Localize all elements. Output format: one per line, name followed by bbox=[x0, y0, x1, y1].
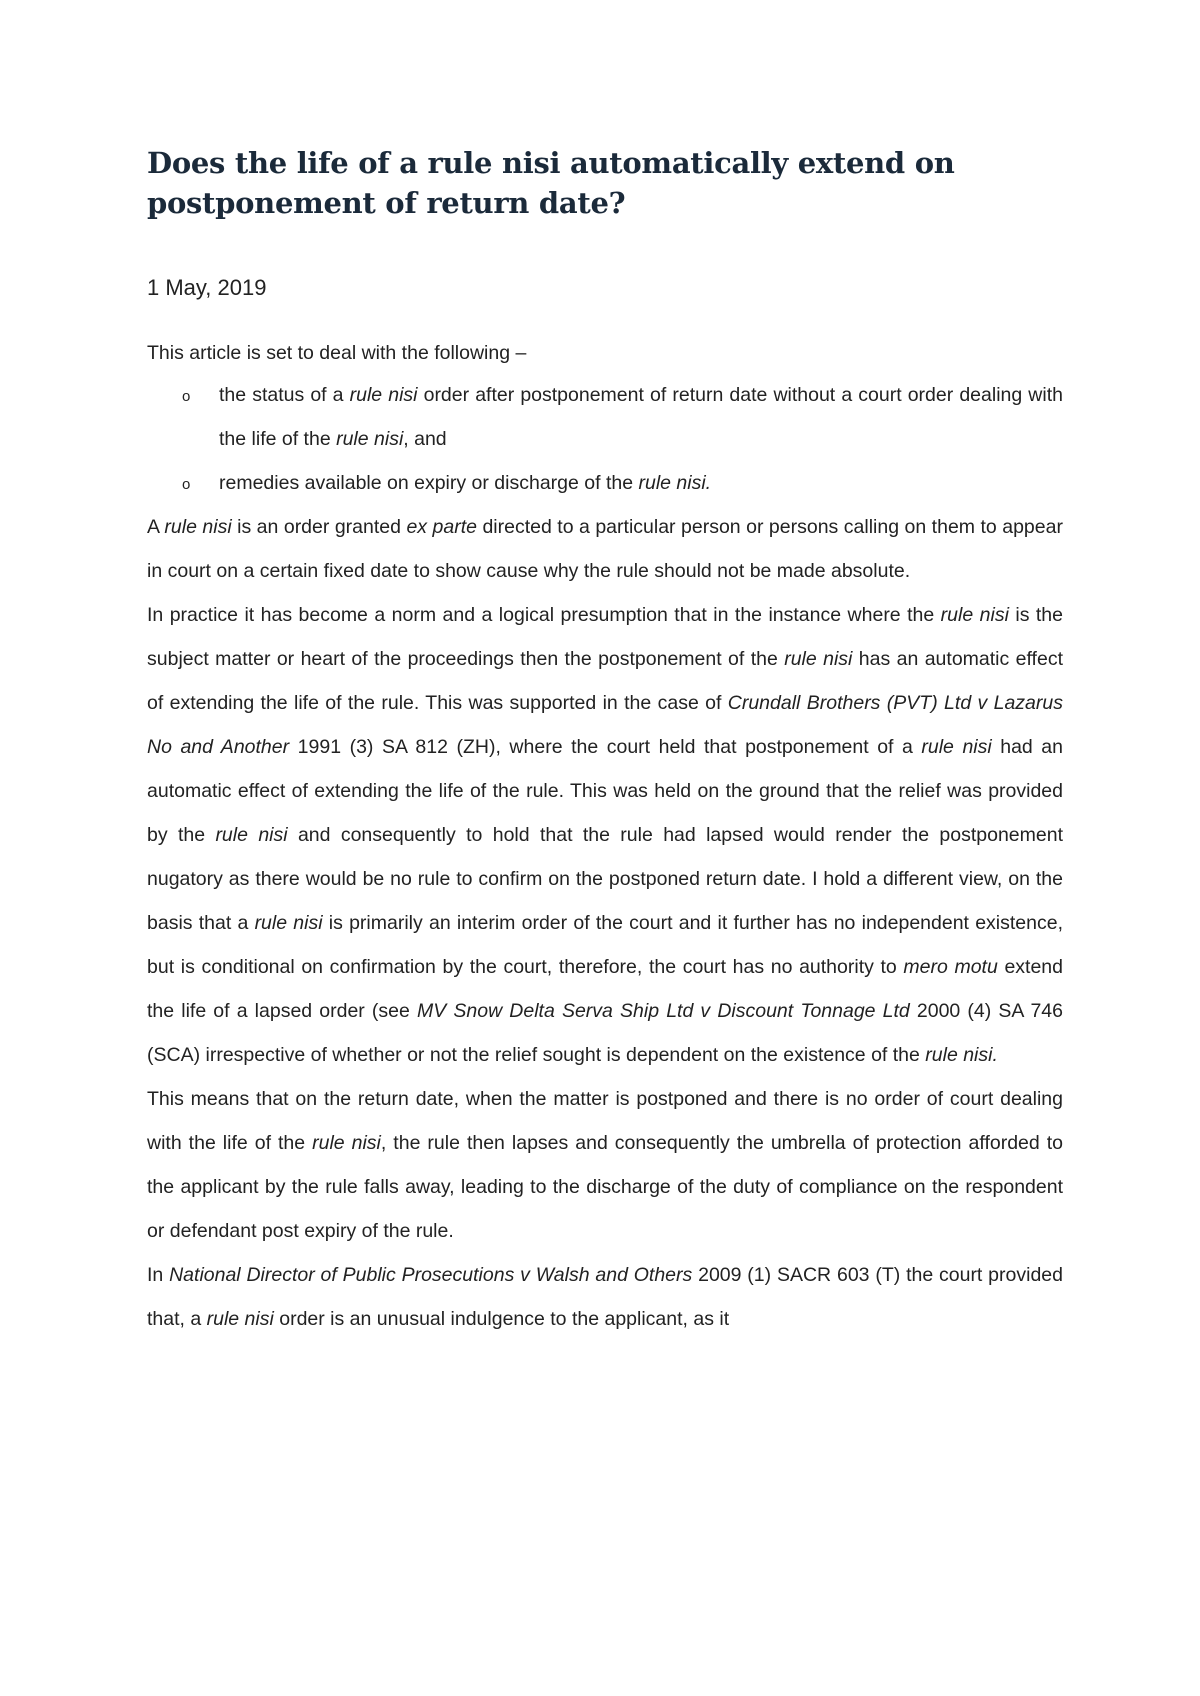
topics-list bbox=[147, 373, 1063, 505]
bullet-circle-icon: o bbox=[182, 476, 191, 493]
paragraph-definition: A rule nisi is an order granted ex parte directed to a particular person or persons calling on them to appear in court on a certain fixed date to show cause why the rule should not be made absolute. bbox=[147, 516, 1063, 582]
article-date: 1 May, 2019 bbox=[147, 275, 267, 300]
paragraph-walsh: In National Director of Public Prosecutions v Walsh and Others 2009 (1) SACR 603 (T) the court provided that, a rule nisi order is an unusual indulgence to the applicant, as it bbox=[147, 1264, 1063, 1330]
bullet-circle-icon: o bbox=[182, 388, 191, 405]
intro-paragraph: This article is set to deal with the following – bbox=[147, 342, 527, 364]
list-item: o remedies available on expiry or discharge of the rule nisi. bbox=[147, 461, 1063, 505]
article-content bbox=[147, 143, 1063, 1341]
list-item: o the status of a rule nisi order after postponement of return date without a court order dealing with the life of the rule nisi, and bbox=[147, 373, 1063, 461]
paragraph-consequence: This means that on the return date, when the matter is postponed and there is no order of court dealing with the life of the rule nisi, the rule then lapses and consequently the umbrella of protection afforded to the applicant by the rule falls away, leading to the discharge of the duty of compliance on the respondent or defendant post expiry of the rule. bbox=[147, 1088, 1063, 1242]
paragraph-practice: In practice it has become a norm and a logical presumption that in the instance where the rule nisi is the subject matter or heart of the proceedings then the postponement of the rule nisi has an automatic effect of extending the life of the rule. This was supported in the case of Crundall Brothers (PVT) Ltd v Lazarus No and Another 1991 (3) SA 812 (ZH), where the court held that postponement of a rule nisi had an automatic effect of extending the life of the rule. This was held on the ground that the relief was provided by the rule nisi and consequently to hold that the rule had lapsed would render the postponement nugatory as there would be no rule to confirm on the postponed return date. I hold a different view, on the basis that a rule nisi is primarily an interim order of the court and it further has no independent existence, but is conditional on confirmation by the court, therefore, the court has no authority to mero motu extend the life of a lapsed order (see MV Snow Delta Serva Ship Ltd v Discount Tonnage Ltd 2000 (4) SA 746 (SCA) irrespective of whether or not the relief sought is dependent on the existence of the rule nisi. bbox=[147, 604, 1064, 1066]
article-title: Does the life of a rule nisi automatically extend on postponement of return date? bbox=[147, 146, 955, 220]
